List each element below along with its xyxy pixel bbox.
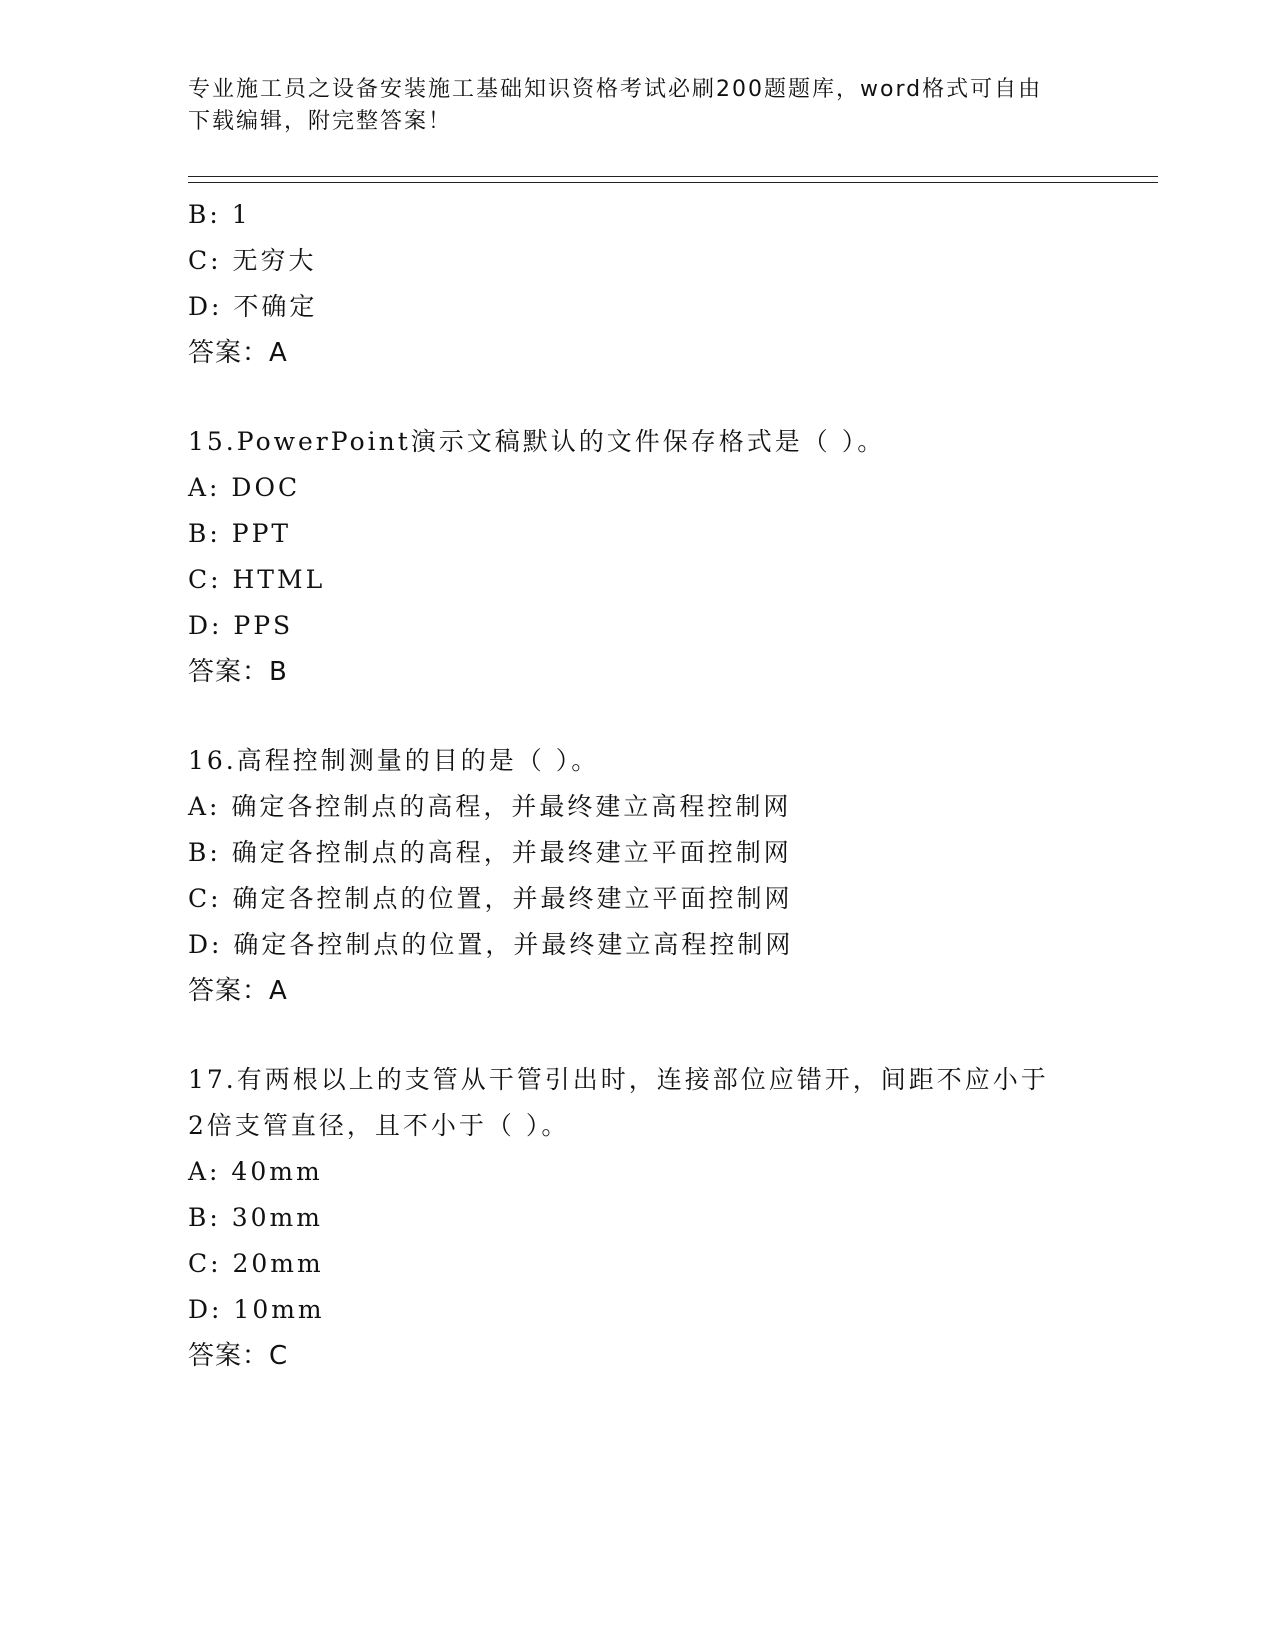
- option-c: C: 无穷大: [188, 246, 317, 275]
- answer-line: 答案：A: [188, 976, 288, 1006]
- question-text-line-2: 2倍支管直径，且不小于（ ）。: [188, 1111, 570, 1140]
- question-list: [188, 192, 1148, 1379]
- option-d: D: 确定各控制点的位置，并最终建立高程控制网: [188, 930, 794, 959]
- option-b: B: PPT: [188, 519, 292, 548]
- answer-line: 答案：B: [188, 657, 288, 687]
- option-a: A: 40mm: [188, 1157, 323, 1186]
- header-title-line-1: 专业施工员之设备安装施工基础知识资格考试必刷200题题库，word格式可自由: [188, 77, 1043, 102]
- question-text-line-1: 17.有两根以上的支管从干管引出时，连接部位应错开，间距不应小于: [188, 1065, 1049, 1094]
- question-text: 16.高程控制测量的目的是（ ）。: [188, 746, 600, 775]
- question-text: 15.PowerPoint演示文稿默认的文件保存格式是（ ）。: [188, 427, 886, 456]
- option-b: B: 确定各控制点的高程，并最终建立平面控制网: [188, 838, 792, 867]
- option-c: C: 20mm: [188, 1249, 324, 1278]
- question-block-prev: [188, 192, 1148, 376]
- option-c: C: HTML: [188, 565, 326, 594]
- option-d: D: PPS: [188, 611, 294, 640]
- header-divider: [188, 176, 1158, 183]
- option-c: C: 确定各控制点的位置，并最终建立平面控制网: [188, 884, 793, 913]
- option-b: B: 1: [188, 200, 251, 229]
- answer-line: 答案：A: [188, 338, 288, 368]
- question-block-15: [188, 419, 1148, 695]
- option-d: D: 10mm: [188, 1295, 325, 1324]
- option-b: B: 30mm: [188, 1203, 323, 1232]
- page-header: [188, 74, 1088, 138]
- option-a: A: 确定各控制点的高程，并最终建立高程控制网: [188, 792, 792, 821]
- question-block-17: [188, 1057, 1148, 1379]
- answer-line: 答案：C: [188, 1341, 289, 1371]
- option-d: D: 不确定: [188, 292, 318, 321]
- header-title-line-2: 下载编辑，附完整答案！: [188, 109, 453, 134]
- option-a: A: DOC: [188, 473, 301, 502]
- question-block-16: [188, 738, 1148, 1014]
